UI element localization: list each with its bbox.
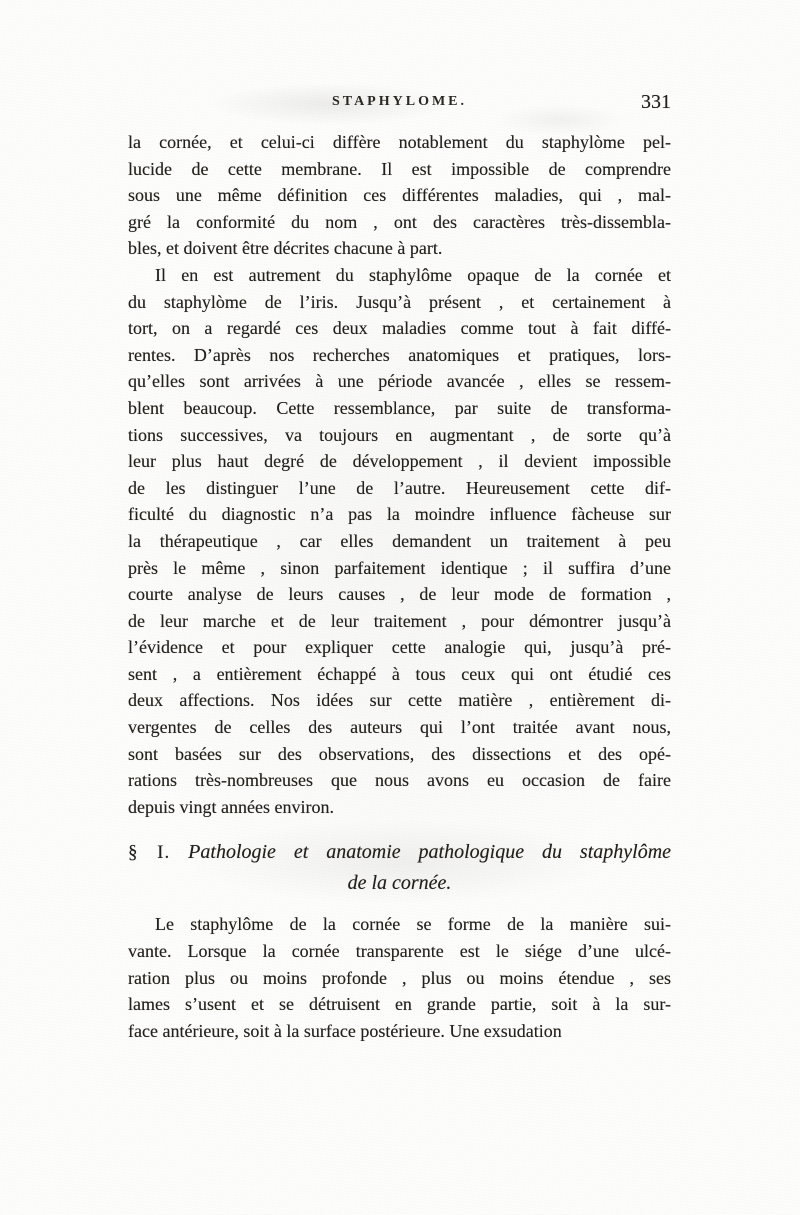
paragraph-formation-staphylome bbox=[128, 911, 671, 1044]
text-line: vante. Lorsque la cornée transparente est le siége d’une ulcé- bbox=[128, 941, 671, 962]
text-line: Le staphylôme de la cornée se forme de la manière sui- bbox=[155, 914, 671, 935]
text-line: l’évidence et pour expliquer cette analogie qui, jusqu’à pré- bbox=[128, 637, 671, 658]
page-body bbox=[128, 129, 671, 1044]
text-column bbox=[128, 0, 671, 1044]
section-heading-line1 bbox=[128, 837, 671, 868]
text-line: qu’elles sont arrivées à une période avancée , elles se ressem- bbox=[128, 371, 671, 392]
text-line: ficulté du diagnostic n’a pas la moindre influence fàcheuse sur bbox=[128, 504, 671, 525]
paragraph-staphylome-opaque bbox=[128, 262, 671, 820]
section-title-line2: de la cornée. bbox=[347, 872, 452, 895]
text-line: de leur marche et de leur traitement , pour démontrer jusqu’à bbox=[128, 610, 671, 631]
section-title: Pathologie et anatomie pathologique du staphylôme bbox=[188, 841, 672, 864]
text-line: Il en est autrement du staphylôme opaque de la cornée et bbox=[155, 264, 671, 285]
page-number: 331 bbox=[641, 91, 671, 113]
text-line: vergentes de celles des auteurs qui l’ont traitée avant nous, bbox=[128, 717, 671, 738]
text-line: blent beaucoup. Cette ressemblance, par suite de transforma- bbox=[128, 397, 671, 418]
text-line: depuis vingt années environ. bbox=[128, 796, 334, 817]
text-line: sous une même définition ces différentes maladies, qui , mal- bbox=[128, 185, 671, 206]
text-line: gré la conformité du nom , ont des caractères très-dissembla- bbox=[128, 211, 671, 232]
text-line: sent , a entièrement échappé à tous ceux qui ont étudié ces bbox=[128, 663, 671, 684]
text-line: sont basées sur des observations, des dissections et des opé- bbox=[128, 743, 671, 764]
text-line: tions successives, va toujours en augmentant , de sorte qu’à bbox=[128, 424, 671, 445]
text-line: la thérapeutique , car elles demandent un traitement à peu bbox=[128, 530, 671, 551]
text-line: la cornée, et celui-ci diffère notablement du staphylòme pel- bbox=[128, 132, 671, 152]
text-line: près le même , sinon parfaitement identique ; il suffira d’une bbox=[128, 557, 671, 578]
text-line: lames s’usent et se détruisent en grande partie, soit à la sur- bbox=[128, 994, 671, 1015]
section-heading bbox=[128, 837, 671, 898]
text-line: deux affections. Nos idées sur cette matière , entièrement di- bbox=[128, 690, 671, 711]
page-header bbox=[128, 91, 671, 114]
text-line: du staphylòme de l’iris. Jusqu’à présent , et certainement à bbox=[128, 291, 671, 312]
text-line: courte analyse de leurs causes , de leur mode de formation , bbox=[128, 584, 671, 605]
text-line: bles, et doivent être décrites chacune à part. bbox=[128, 238, 443, 259]
text-line: ration plus ou moins profonde , plus ou moins étendue , ses bbox=[128, 967, 671, 988]
text-line: de les distinguer l’une de l’autre. Heureusement cette dif- bbox=[128, 477, 671, 498]
text-line: rentes. D’après nos recherches anatomiques et pratiques, lors- bbox=[128, 344, 671, 365]
text-line: leur plus haut degré de développement , il devient impossible bbox=[128, 451, 671, 472]
text-line: lucide de cette membrane. Il est impossible de comprendre bbox=[128, 158, 671, 179]
section-number: § I. bbox=[128, 842, 171, 864]
paragraph-continuation bbox=[128, 129, 671, 262]
text-line: tort, on a regardé ces deux maladies comme tout à fait diffé- bbox=[128, 318, 671, 339]
text-line: face antérieure, soit à la surface postérieure. Une exsudation bbox=[128, 1020, 562, 1041]
text-line: rations très-nombreuses que nous avons eu occasion de faire bbox=[128, 770, 671, 791]
running-title: STAPHYLOME. bbox=[331, 94, 468, 109]
